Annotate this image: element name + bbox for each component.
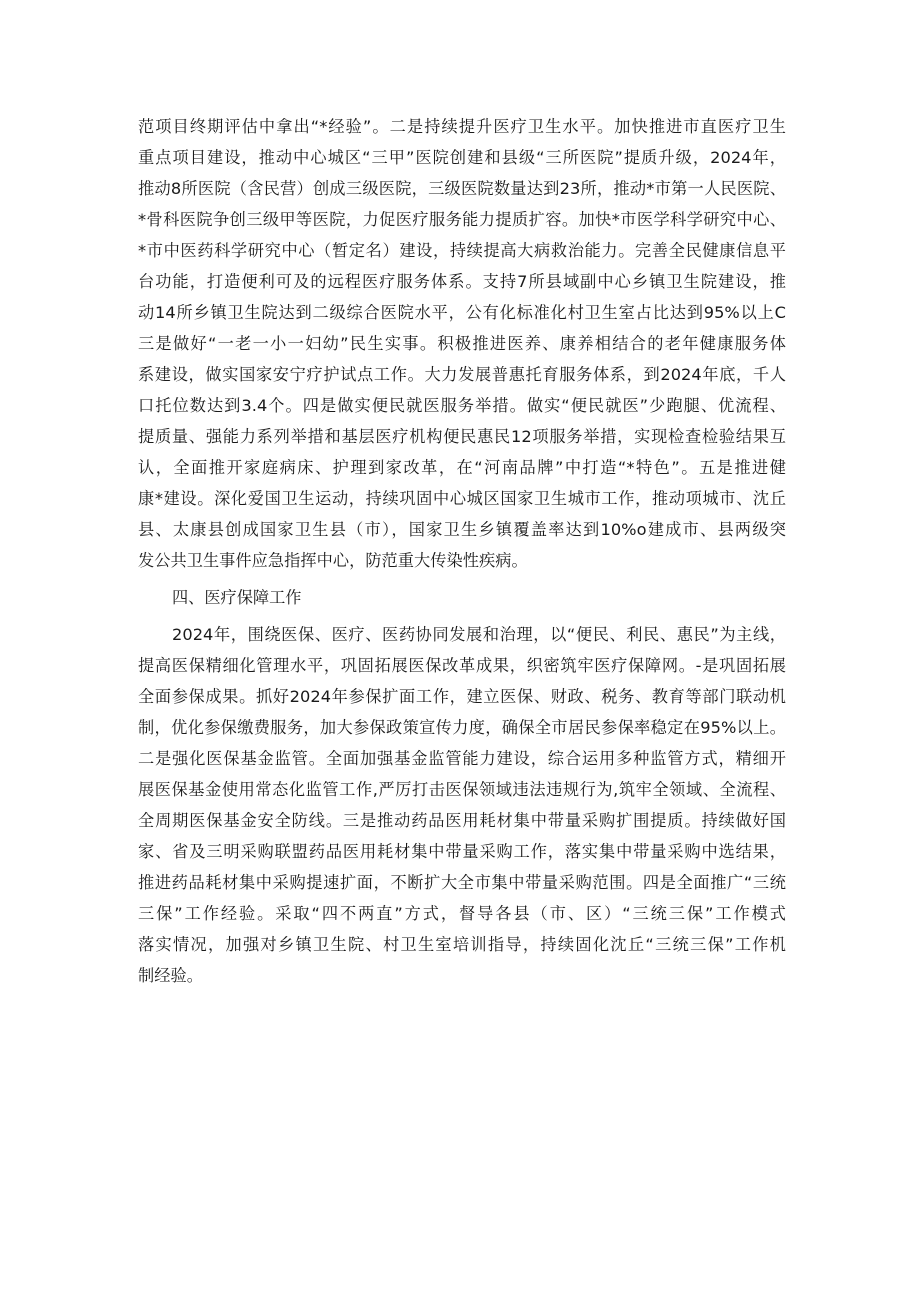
text-line: *市中医药科学研究中心（暂定名）建设，持续提高大病救治能力。完善全民健康信息平 (138, 241, 786, 260)
text-line: 口托位数达到3.4个。四是做实便民就医服务举措。做实“便民就医”少跑腿、优流程、 (138, 396, 786, 415)
text-line: 系建设，做实国家安宁疗护试点工作。大力发展普惠托育服务体系，到2024年底，千人 (138, 365, 786, 384)
text-line: *骨科医院争创三级甲等医院，力促医疗服务能力提质扩容。加快*市医学科学研究中心、 (138, 210, 786, 229)
text-line: 展医保基金使用常态化监管工作,严厉打击医保领域违法违规行为,筑牢全领域、全流程、 (138, 780, 786, 799)
paragraph-medical-health (138, 111, 786, 576)
text-line: 推动8所医院（含民营）创成三级医院，三级医院数量达到23所，推动*市第一人民医院、 (138, 179, 786, 198)
text-line: 台功能，打造便利可及的远程医疗服务体系。支持7所县域副中心乡镇卫生院建设，推 (138, 272, 786, 291)
document-page (138, 111, 786, 991)
text-line: 范项目终期评估中拿出“*经验”。二是持续提升医疗卫生水平。加快推进市直医疗卫生 (138, 117, 786, 136)
paragraph-medical-security (138, 619, 786, 991)
text-line: 制，优化参保缴费服务，加大参保政策宣传力度，确保全市居民参保率稳定在95%以上。 (138, 718, 786, 737)
text-line: 2024年，围绕医保、医疗、医药协同发展和治理，以“便民、利民、惠民”为主线， (172, 625, 786, 644)
text-line: 提高医保精细化管理水平，巩固拓展医保改革成果，织密筑牢医疗保障网。-是巩固拓展 (138, 656, 786, 675)
text-line: 认，全面推开家庭病床、护理到家改革，在“河南品牌”中打造“*特色”。五是推进健 (138, 458, 786, 477)
text-line: 制经验。 (138, 966, 203, 985)
text-line: 推进药品耗材集中采购提速扩面，不断扩大全市集中带量采购范围。四是全面推广“三统 (138, 873, 786, 892)
text-line: 落实情况，加强对乡镇卫生院、村卫生室培训指导，持续固化沈丘“三统三保”工作机 (138, 935, 786, 954)
text-line: 发公共卫生事件应急指挥中心，防范重大传染性疾病。 (138, 551, 528, 570)
text-line: 县、太康县创成国家卫生县（市），国家卫生乡镇覆盖率达到10%o建成市、县两级突 (138, 520, 786, 539)
text-line: 提质量、强能力系列举措和基层医疗机构便民惠民12项服务举措，实现检查检验结果互 (138, 427, 786, 446)
section-heading: 四、医疗保障工作 (172, 588, 302, 607)
text-line: 全面参保成果。抓好2024年参保扩面工作，建立医保、财政、税务、教育等部门联动机 (138, 687, 786, 706)
text-line: 家、省及三明采购联盟药品医用耗材集中带量采购工作，落实集中带量采购中选结果， (138, 842, 786, 861)
text-line: 动14所乡镇卫生院达到二级综合医院水平，公有化标准化村卫生室占比达到95%以上C (138, 303, 786, 322)
text-line: 重点项目建设，推动中心城区“三甲”医院创建和县级“三所医院”提质升级，2024年， (138, 148, 786, 167)
text-line: 康*建设。深化爱国卫生运动，持续巩固中心城区国家卫生城市工作，推动项城市、沈丘 (138, 489, 786, 508)
text-line: 全周期医保基金安全防线。三是推动药品医用耗材集中带量采购扩围提质。持续做好国 (138, 811, 786, 830)
text-line: 二是强化医保基金监管。全面加强基金监管能力建设，综合运用多种监管方式，精细开 (138, 749, 786, 768)
text-line: 三保”工作经验。采取“四不两直”方式，督导各县（市、区）“三统三保”工作模式 (138, 904, 786, 923)
text-line: 三是做好“一老一小一妇幼”民生实事。积极推进医养、康养相结合的老年健康服务体 (138, 334, 786, 353)
